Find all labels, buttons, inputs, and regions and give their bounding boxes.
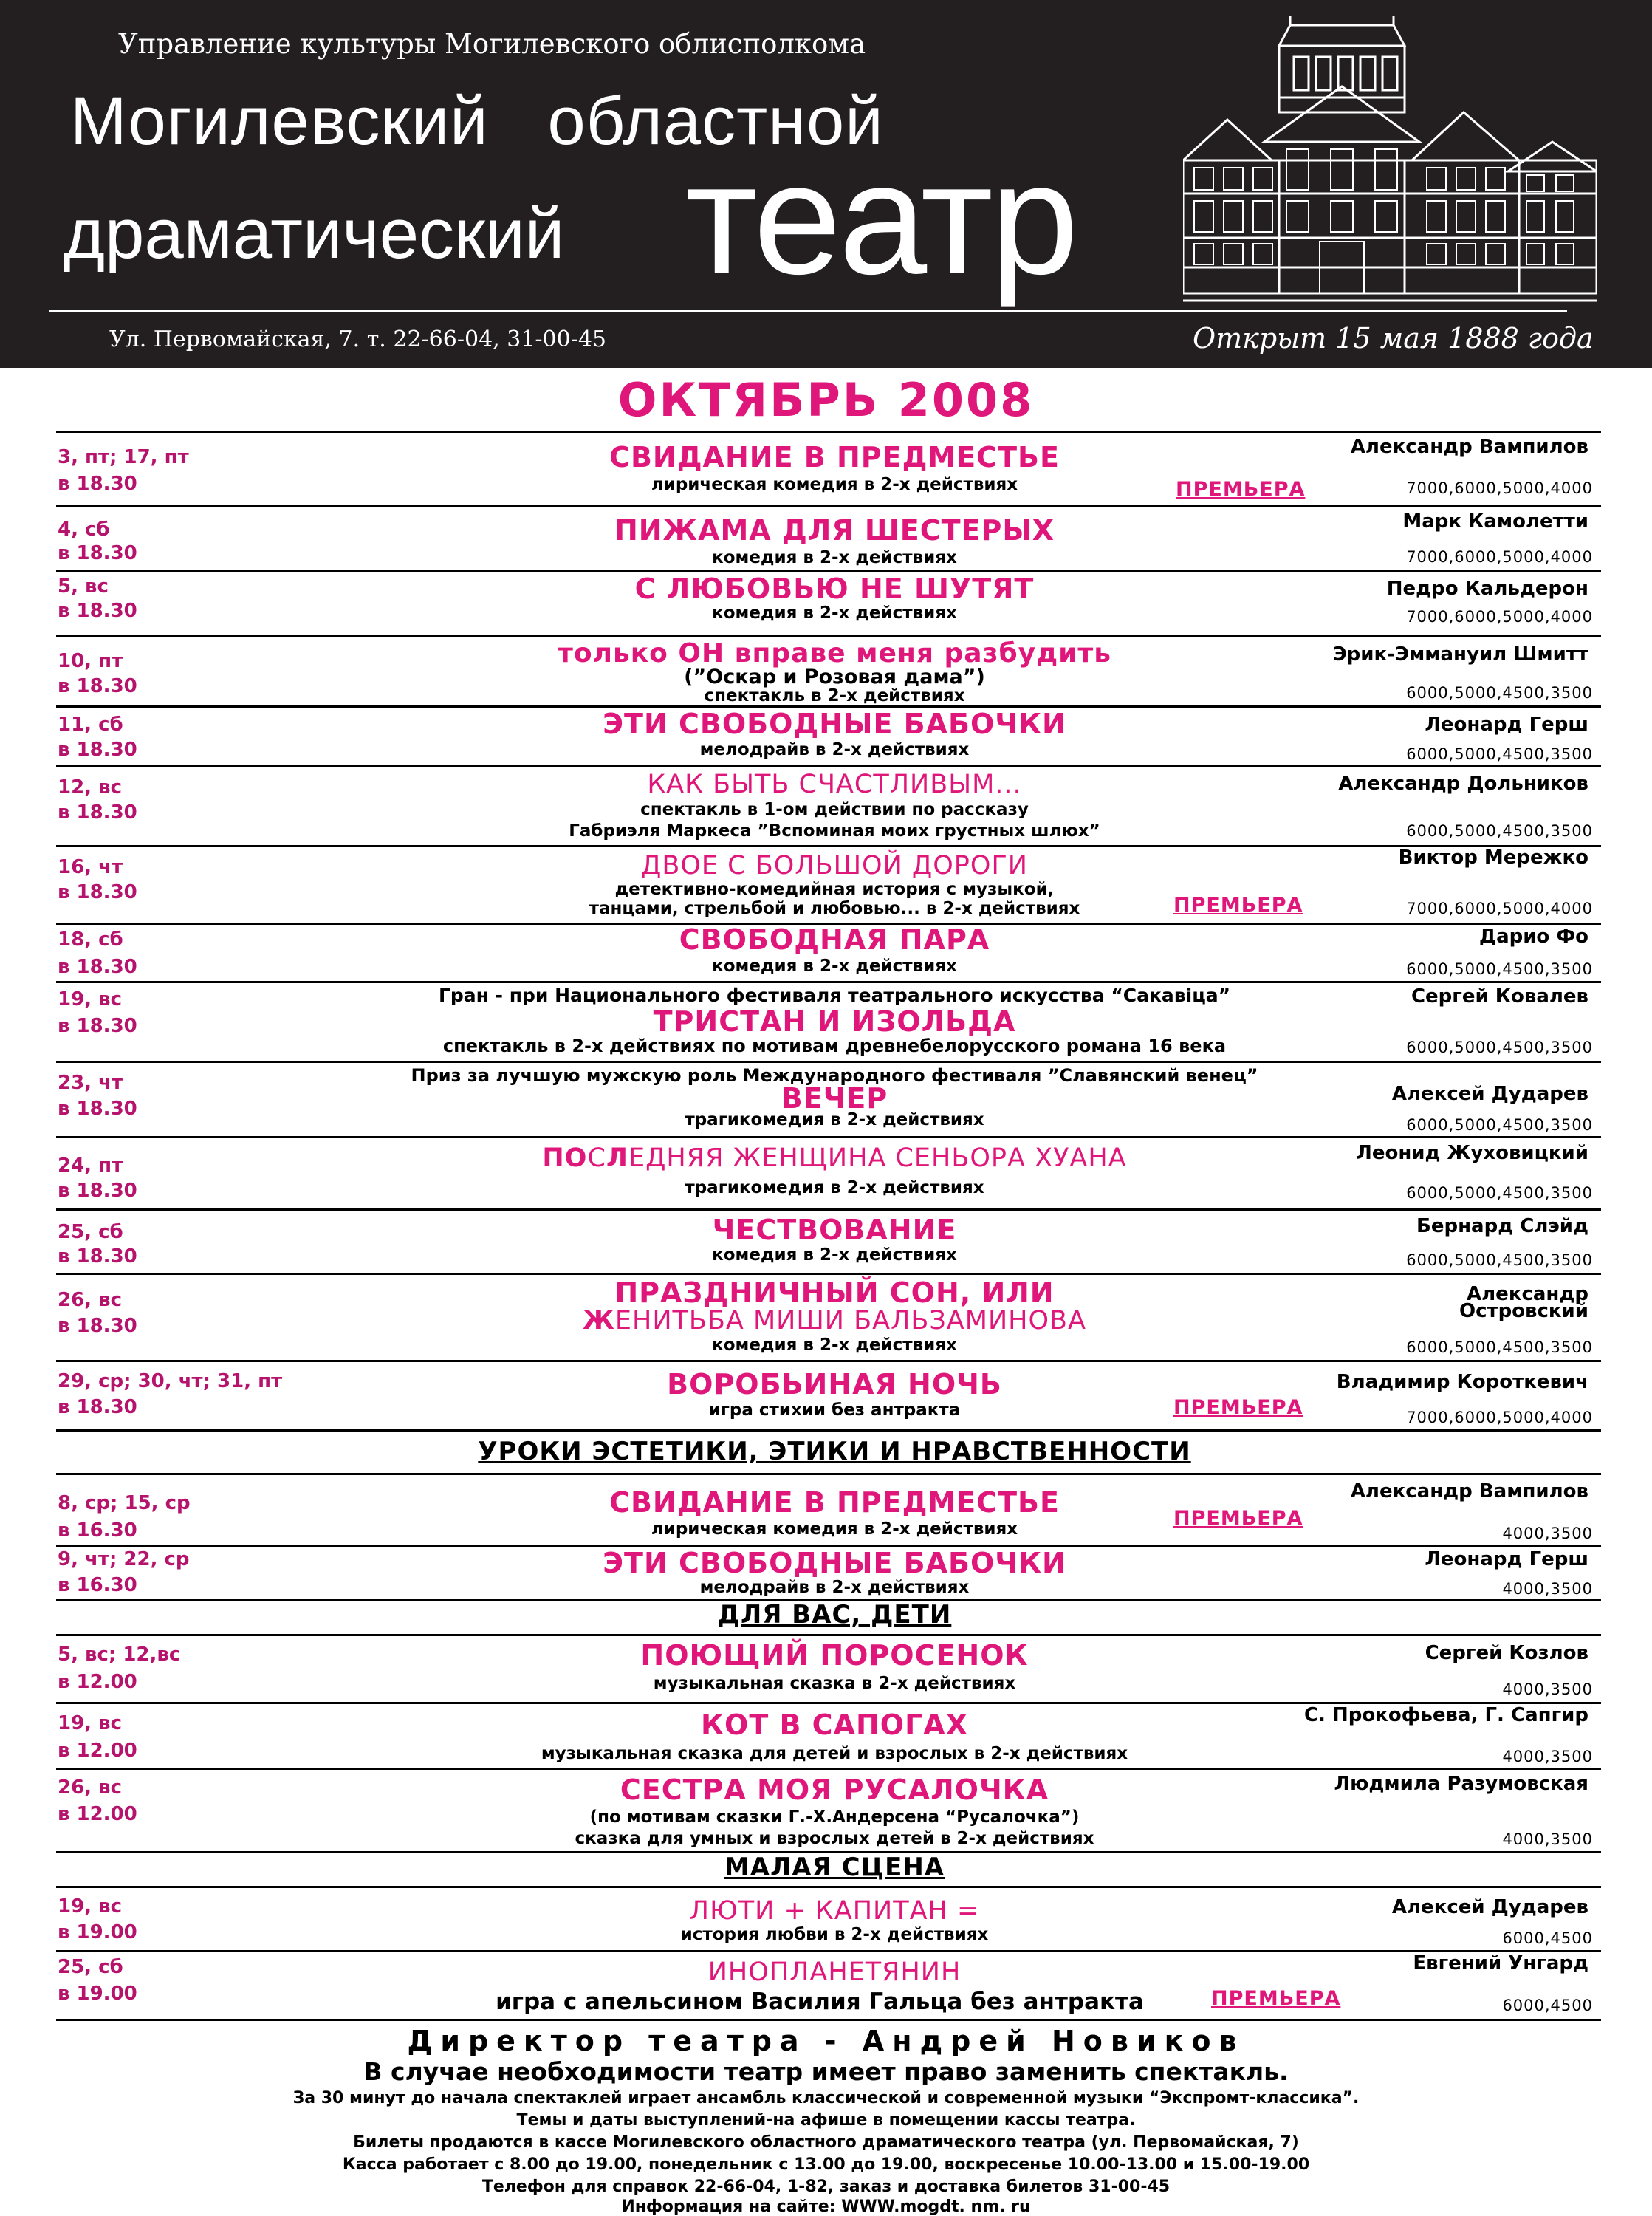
divider [56,1429,1601,1432]
month-title: ОКТЯБРЬ 2008 [617,373,1035,427]
divider [56,1136,1601,1138]
event-prices: 6000,5000,4500,3500 [1406,1184,1593,1202]
event-date: 24, пт [58,1155,123,1177]
footer-info-line: Телефон для справок 22-66-04, 1-82, заказ и доставка билетов 31-00-45 [481,2178,1171,2196]
event-author: Сергей Козлов [1425,1642,1588,1664]
event-prices: 6000,5000,4500,3500 [1406,1039,1593,1056]
event-prices: 7000,6000,5000,4000 [1406,548,1593,566]
event-time: в 18.30 [58,473,137,495]
event-date: 16, чт [58,856,123,878]
event-genre: лирическая комедия в 2-х действиях [651,1519,1018,1539]
event-author: Марк Камолетти [1402,510,1588,533]
event-time: в 12.00 [58,1671,137,1693]
event-author: Александр Вампилов [1350,436,1588,458]
event-prices: 4000,3500 [1502,1830,1593,1848]
opened-date: Открыт 15 мая 1888 года [1193,322,1594,355]
header-divider [49,310,1567,312]
event-date: 23, чт [58,1072,123,1094]
event-award: Гран - при Национального фестиваля театрального искусства “Сакавіца” [438,985,1231,1006]
event-genre: история любви в 2-х действиях [680,1925,989,1944]
event-date: 11, сб [58,714,123,736]
event-prices: 6000,5000,4500,3500 [1406,684,1593,702]
title-part: ЕДНЯЯ ЖЕНЩИНА СЕНЬОРА ХУАНА [628,1143,1127,1173]
event-author: Дарио Фо [1478,926,1588,948]
event-title: ТРИСТАН И ИЗОЛЬДА [653,1005,1016,1038]
event-title: ЛЮТИ + КАПИТАН = [689,1896,980,1926]
event-title: ПРАЗДНИЧНЫЙ СОН, ИЛИ [614,1276,1055,1309]
event-author: Сергей Ковалев [1411,985,1588,1008]
event-title-line2 [310,1306,1359,1336]
event-title: только ОН вправе меня разбудить [557,638,1111,668]
event-date: 26, вс [58,1289,122,1311]
divider [56,981,1601,983]
title-part: Ж [583,1306,615,1336]
premiere-badge: ПРЕМЬЕРА [1173,1507,1303,1530]
event-genre: сказка для умных и взрослых детей в 2-х действиях [575,1829,1094,1848]
footer-info-line: За 30 минут до начала спектаклей играет ансамбль классической и современной музыки “Экспромт-классика”. [292,2089,1360,2107]
event-time: в 18.30 [58,1098,137,1120]
theatre-address: Ул. Первомайская, 7. т. 22-66-04, 31-00-45 [109,326,607,352]
premiere-badge: ПРЕМЬЕРА [1211,1987,1341,2010]
event-title: ЭТИ СВОБОДНЫЕ БАБОЧКИ [603,708,1066,740]
event-prices: 7000,6000,5000,4000 [1406,1409,1593,1426]
event-prices: 6000,4500 [1502,1929,1593,1947]
event-prices: 4000,3500 [1502,1580,1593,1598]
event-title: СВИДАНИЕ В ПРЕДМЕСТЬЕ [609,441,1060,473]
event-title: СВОБОДНАЯ ПАРА [679,923,990,956]
event-genre: комедия в 2-х действиях [712,548,957,567]
director-line: Директор театра - Андрей Новиков [407,2025,1245,2057]
event-date: 10, пт [58,650,123,672]
event-date: 19, вс [58,988,122,1010]
divider [56,1634,1601,1636]
theatre-name-line2: драматический [64,194,565,273]
footer-info-line: Темы и даты выступлений-на афише в помещении кассы театра. [516,2111,1136,2130]
divider [56,570,1601,572]
divider [56,1950,1601,1952]
header-banner [0,0,1652,368]
event-author: С. Прокофьева, Г. Сапгир [1303,1704,1588,1726]
divider [56,1208,1601,1211]
event-genre: игра с апельсином Василия Гальца без антракта [496,1988,1144,2015]
event-date: 4, сб [58,519,110,541]
event-genre: мелодрайв в 2-х действиях [699,1578,970,1597]
divider [56,2019,1601,2021]
divider [56,431,1601,433]
section-title-kids: ДЛЯ ВАС, ДЕТИ [717,1600,952,1629]
event-genre: детективно-комедийная история с музыкой, [614,880,1055,899]
event-title: ЭТИ СВОБОДНЫЕ БАБОЧКИ [603,1547,1066,1579]
event-date: 8, ср; 15, ср [58,1492,191,1514]
event-prices: 4000,3500 [1502,1748,1593,1765]
event-author: Людмила Разумовская [1334,1773,1588,1795]
title-part: ПО [542,1143,588,1173]
event-title: КАК БЫТЬ СЧАСТЛИВЫМ... [647,770,1022,799]
event-genre: комедия в 2-х действиях [712,1245,957,1265]
event-prices: 6000,5000,4500,3500 [1406,1116,1593,1134]
event-title: С ЛЮБОВЬЮ НЕ ШУТЯТ [634,572,1035,605]
event-genre: музыкальная сказка для детей и взрослых в 2-х действиях [541,1744,1128,1763]
event-date: 19, вс [58,1712,122,1734]
event-genre: музыкальная сказка в 2-х действиях [653,1674,1016,1693]
event-title: ПИЖАМА ДЛЯ ШЕСТЕРЫХ [614,514,1055,547]
event-genre: спектакль в 2-х действиях [704,686,965,705]
event-award: Приз за лучшую мужскую роль Международного фестиваля ”Славянский венец” [411,1065,1258,1086]
event-time: в 16.30 [58,1519,137,1542]
event-author: Эрик-Эммануил Шмитт [1332,643,1588,666]
event-date: 25, сб [58,1956,123,1978]
divider [56,1473,1601,1475]
event-author: Александр [1467,1283,1588,1305]
title-part: Л [606,1143,628,1173]
event-time: в 18.30 [58,801,137,824]
event-date: 5, вс; 12,вс [58,1644,181,1666]
replacement-notice: В случае необходимости театр имеет право заменить спектакль. [363,2057,1289,2086]
event-time: в 19.00 [58,1983,137,2005]
divider [56,1273,1601,1275]
event-author-line2: Островский [1459,1300,1588,1322]
event-title: ДВОЕ С БОЛЬШОЙ ДОРОГИ [641,851,1028,880]
premiere-badge: ПРЕМЬЕРА [1176,478,1306,501]
event-genre: спектакль в 1-ом действии по рассказу [640,800,1029,819]
event-author: Владимир Короткевич [1336,1371,1588,1393]
title-part: С [587,1143,606,1173]
event-title: КОТ В САПОГАХ [700,1709,969,1741]
event-author: Леонид Жуховицкий [1356,1142,1588,1164]
divider [56,1768,1601,1770]
event-title: СЕСТРА МОЯ РУСАЛОЧКА [620,1774,1049,1806]
divider [56,635,1601,637]
title-part: ЕНИТЬБА МИШИ БАЛЬЗАМИНОВА [614,1306,1086,1336]
theatre-word: театр [685,129,1076,307]
event-time: в 12.00 [58,1803,137,1825]
event-prices: 6000,5000,4500,3500 [1406,1338,1593,1356]
event-author: Александр Вампилов [1350,1480,1588,1502]
event-title: ВЕЧЕР [781,1082,888,1115]
event-genre: трагикомедия в 2-х действиях [685,1178,984,1197]
event-time: в 18.30 [58,881,137,903]
divider [56,845,1601,847]
event-time: в 18.30 [58,1015,137,1037]
event-time: в 18.30 [58,1245,137,1268]
event-genre: игра стихии без антракта [708,1401,961,1420]
theatre-name-word-mogilev: Могилевский [70,83,489,159]
event-prices: 4000,3500 [1502,1525,1593,1542]
section-title-ethics: УРОКИ ЭСТЕТИКИ, ЭТИКИ И НРАВСТВЕННОСТИ [478,1437,1191,1466]
event-date: 9, чт; 22, ср [58,1548,190,1570]
theatre-building-illustration [1183,16,1597,310]
event-author: Бернард Слэйд [1416,1215,1588,1237]
event-author: Леонард Герш [1425,714,1588,736]
premiere-badge: ПРЕМЬЕРА [1173,894,1303,917]
event-prices: 7000,6000,5000,4000 [1406,608,1593,626]
event-author: Леонард Герш [1425,1548,1588,1570]
event-author: Педро Кальдерон [1386,578,1588,600]
event-title: ИНОПЛАНЕТЯНИН [707,1957,962,1987]
divider [56,1360,1601,1362]
event-author: Алексей Дударев [1391,1896,1588,1918]
theatre-name-word-regional: областной [547,83,884,159]
management-line: Управление культуры Могилевского облисполкома [118,28,866,60]
event-prices: 6000,5000,4500,3500 [1406,960,1593,978]
event-date: 25, сб [58,1221,123,1243]
event-date: 18, сб [58,929,123,951]
event-time: в 18.30 [58,600,137,622]
event-title: СВИДАНИЕ В ПРЕДМЕСТЬЕ [609,1486,1060,1519]
event-genre: трагикомедия в 2-х действиях [685,1110,984,1129]
event-genre: мелодрайв в 2-х действиях [699,740,970,759]
event-date: 19, вс [58,1895,122,1918]
event-date: 5, вс [58,575,109,598]
divider [56,1886,1601,1888]
event-prices: 7000,6000,5000,4000 [1406,900,1593,917]
event-time: в 18.30 [58,1396,137,1418]
divider [56,765,1601,767]
event-date: 26, вс [58,1776,122,1799]
premiere-badge: ПРЕМЬЕРА [1173,1396,1303,1419]
event-time: в 18.30 [58,1315,137,1337]
event-time: в 16.30 [58,1574,137,1596]
event-title: ПОЮЩИЙ ПОРОСЕНОК [640,1639,1029,1672]
section-title-small-stage: МАЛАЯ СЦЕНА [724,1853,945,1882]
event-genre: комедия в 2-х действиях [712,603,957,623]
event-author: Виктор Мережко [1398,847,1588,869]
footer-info-line: Билеты продаются в кассе Могилевского областного драматического театра (ул. Первомайская, 7) [353,2133,1299,2152]
event-prices: 6000,4500 [1502,1997,1593,2014]
event-time: в 18.30 [58,739,137,761]
event-title: ЧЕСТВОВАНИЕ [712,1214,957,1246]
event-time: в 12.00 [58,1740,137,1762]
event-time: в 18.30 [58,956,137,978]
event-genre: комедия в 2-х действиях [712,957,957,976]
event-subtitle: (”Оскар и Розовая дама”) [684,666,985,688]
event-author: Евгений Унгард [1413,1952,1588,1974]
event-date: 29, ср; 30, чт; 31, пт [58,1370,283,1392]
event-prices: 6000,5000,4500,3500 [1406,1251,1593,1269]
event-prices: 6000,5000,4500,3500 [1406,822,1593,840]
divider [56,505,1601,507]
event-prices: 6000,5000,4500,3500 [1406,745,1593,763]
event-author: Александр Дольников [1338,773,1588,795]
event-time: в 19.00 [58,1921,137,1943]
event-title: ВОРОБЬИНАЯ НОЧЬ [667,1368,1002,1401]
event-genre: комедия в 2-х действиях [712,1336,957,1355]
event-subtitle: (по мотивам сказки Г.-Х.Андерсена “Русалочка”) [589,1808,1080,1827]
event-author: Алексей Дударев [1391,1083,1588,1105]
event-time: в 18.30 [58,675,137,697]
divider [56,1061,1601,1063]
event-prices: 4000,3500 [1502,1680,1593,1698]
event-time: в 18.30 [58,1180,137,1202]
footer-info-line: Касса работает с 8.00 до 19.00, понедельник с 13.00 до 19.00, воскресенье 10.00-13.00 и 15.00-19.00 [342,2155,1310,2174]
event-prices: 7000,6000,5000,4000 [1406,479,1593,497]
event-genre-line2: Габриэля Маркеса ”Вспоминая моих грустных шлюх” [569,821,1100,841]
event-genre: спектакль в 2-х действиях по мотивам древнебелорусского романа 16 века [442,1036,1227,1056]
event-genre-line2: танцами, стрельбой и любовью... в 2-х действиях [589,899,1080,918]
event-time: в 18.30 [58,542,137,564]
footer-website: Информация на сайте: WWW.mogdt. nm. ru [621,2198,1031,2216]
event-date: 12, вс [58,776,122,798]
event-genre: лирическая комедия в 2-х действиях [651,475,1018,494]
event-date: 3, пт; 17, пт [58,446,189,468]
event-title [310,1143,1359,1173]
